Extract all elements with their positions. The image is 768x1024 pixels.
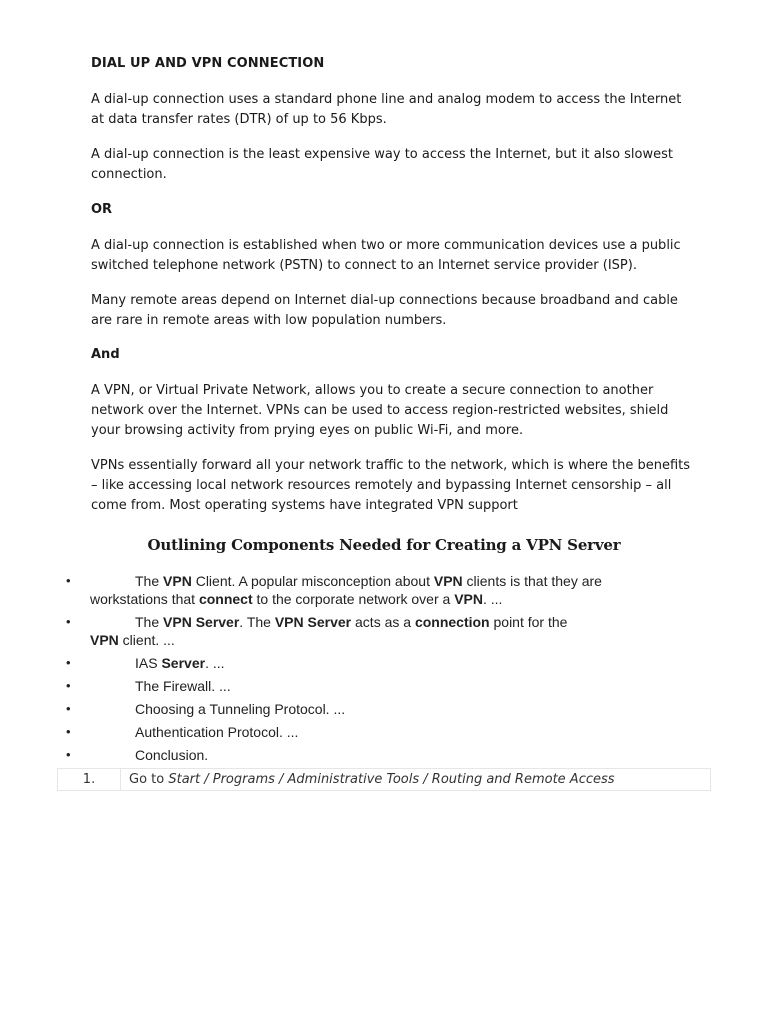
- list-item-strong: VPN: [454, 591, 483, 607]
- list-item: [0, 654, 650, 672]
- components-list: [0, 572, 768, 764]
- paragraph-or: OR: [91, 202, 113, 217]
- list-item: [0, 746, 650, 764]
- list-item-text: point for the: [489, 614, 568, 630]
- list-item-strong: VPN Server: [163, 614, 240, 630]
- list-item-text: . ...: [482, 591, 503, 607]
- paragraph-vpn-definition: A VPN, or Virtual Private Network, allows you to create a secure connection to another network over the Internet. VPNs can be used to access region-restricted websites, shield your browsing activity from prying eyes on public Wi-Fi, and more.: [91, 383, 669, 438]
- paragraph-vpn-forwarding: VPNs essentially forward all your network traffic to the network, which is where the benefits – like accessing local network resources remotely and bypassing Internet censorship – all come from. Most operating systems have integrated VPN support: [91, 458, 691, 513]
- paragraph-dialup-definition: A dial-up connection uses a standard phone line and analog modem to access the Internet at data transfer rates (DTR) of up to 56 Kbps.: [91, 92, 682, 127]
- list-item-strong: VPN: [90, 632, 119, 648]
- list-item-text: Conclusion.: [135, 747, 209, 763]
- paragraph-dialup-pstn: A dial-up connection is established when two or more communication devices use a public switched telephone network (PSTN) to connect to an Internet service provider (ISP).: [91, 238, 681, 273]
- step-prefix: Go to: [129, 772, 169, 787]
- step-text: [121, 769, 711, 791]
- step-path: Start / Programs / Administrative Tools / Routing and Remote Access: [168, 772, 615, 787]
- list-item-text: The: [135, 614, 164, 630]
- list-item-text: Client. A popular misconception about: [191, 573, 434, 589]
- paragraph-and: And: [91, 347, 120, 362]
- list-item-strong: connect: [198, 591, 253, 607]
- bullet-marker: •: [66, 724, 71, 739]
- list-item-strong: connection: [414, 614, 490, 630]
- bullet-marker: •: [66, 678, 71, 693]
- bullet-marker: •: [66, 655, 71, 670]
- steps-table: [57, 768, 711, 791]
- step-number: 1.: [58, 769, 121, 791]
- document-title: DIAL UP AND VPN CONNECTION: [91, 56, 325, 71]
- paragraph-dialup-cost: A dial-up connection is the least expensive way to access the Internet, but it also slowest connection.: [91, 147, 673, 182]
- list-item-text: client. ...: [118, 632, 175, 648]
- list-item-text: to the corporate network over a: [252, 591, 455, 607]
- bullet-marker: •: [66, 614, 71, 629]
- list-item: [0, 723, 650, 741]
- list-item-strong: Server: [161, 655, 206, 671]
- list-item-strong: VPN: [163, 573, 192, 589]
- bullet-marker: •: [66, 701, 71, 716]
- list-item-text: Choosing a Tunneling Protocol. ...: [135, 701, 346, 717]
- list-item-text: The Firewall. ...: [135, 678, 231, 694]
- list-item: [0, 572, 650, 608]
- paragraph-remote-areas: Many remote areas depend on Internet dial-up connections because broadband and cable are rare in remote areas with low population numbers.: [91, 293, 678, 328]
- list-item-text: . The: [239, 614, 275, 630]
- list-item-text: IAS: [135, 655, 162, 671]
- list-item: [0, 700, 650, 718]
- list-item: [0, 613, 590, 649]
- list-item-strong: VPN Server: [274, 614, 352, 630]
- list-item-text: . ...: [205, 655, 225, 671]
- section-heading: Outlining Components Needed for Creating a VPN Server: [147, 536, 621, 554]
- list-item-text: Authentication Protocol. ...: [135, 724, 299, 740]
- list-item-text: The: [135, 573, 164, 589]
- bullet-marker: •: [66, 747, 71, 762]
- list-item-text: clients is that they are workstations that: [90, 573, 602, 607]
- list-item-text: acts as a: [351, 614, 415, 630]
- bullet-marker: •: [66, 573, 71, 588]
- list-item: [0, 677, 650, 695]
- list-item-strong: VPN: [433, 573, 463, 589]
- table-row: [58, 769, 711, 791]
